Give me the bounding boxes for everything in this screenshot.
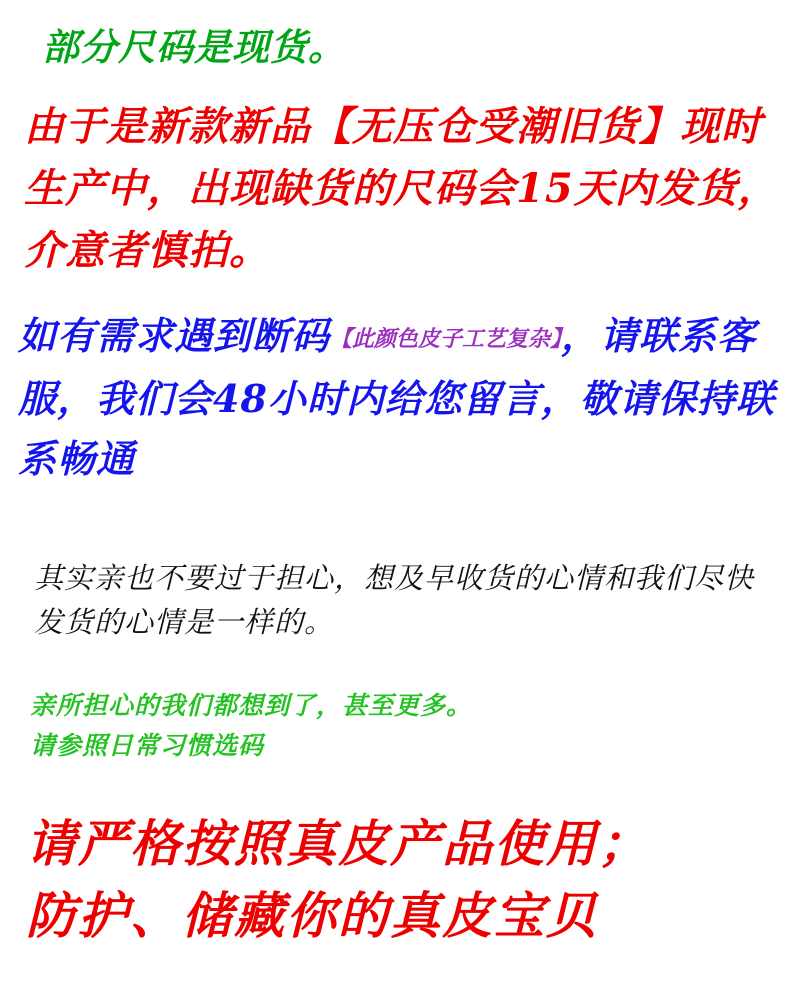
stock-notice-block	[42, 22, 772, 72]
care-note-line-2: 请参照日常习惯选码	[30, 731, 265, 760]
leather-care-warning-block	[26, 808, 782, 952]
leather-care-warning-line-1: 请严格按照真皮产品使用；	[26, 814, 650, 873]
stock-notice-line-1: 部分尺码是现货。	[42, 25, 346, 69]
new-product-notice-block	[24, 96, 780, 282]
service-contact-notice-block	[18, 306, 784, 489]
reassurance-note-text: 其实亲也不要过于担心，想及早收货的心情和我们尽快发货的心情是一样的。	[34, 561, 755, 639]
leather-care-warning-line-2: 防护、储藏你的真皮宝贝	[26, 886, 598, 945]
service-contact-part-1: 如有需求遇到断码	[18, 313, 331, 358]
care-note-line-1: 亲所担心的我们都想到了，甚至更多。	[30, 691, 473, 720]
reassurance-note-block	[34, 556, 776, 644]
service-contact-part-2: ，请联系客服，我们会48小时内给您留言，敬请保持联系畅通	[18, 313, 775, 481]
color-complexity-highlight: 【此颜色皮子工艺复杂】	[330, 326, 562, 352]
new-product-notice-text: 由于是新款新品【无压仓受潮旧货】现时生产中，出现缺货的尺码会15天内发货，介意者慎拍。	[24, 103, 779, 274]
care-note-block	[30, 686, 776, 766]
